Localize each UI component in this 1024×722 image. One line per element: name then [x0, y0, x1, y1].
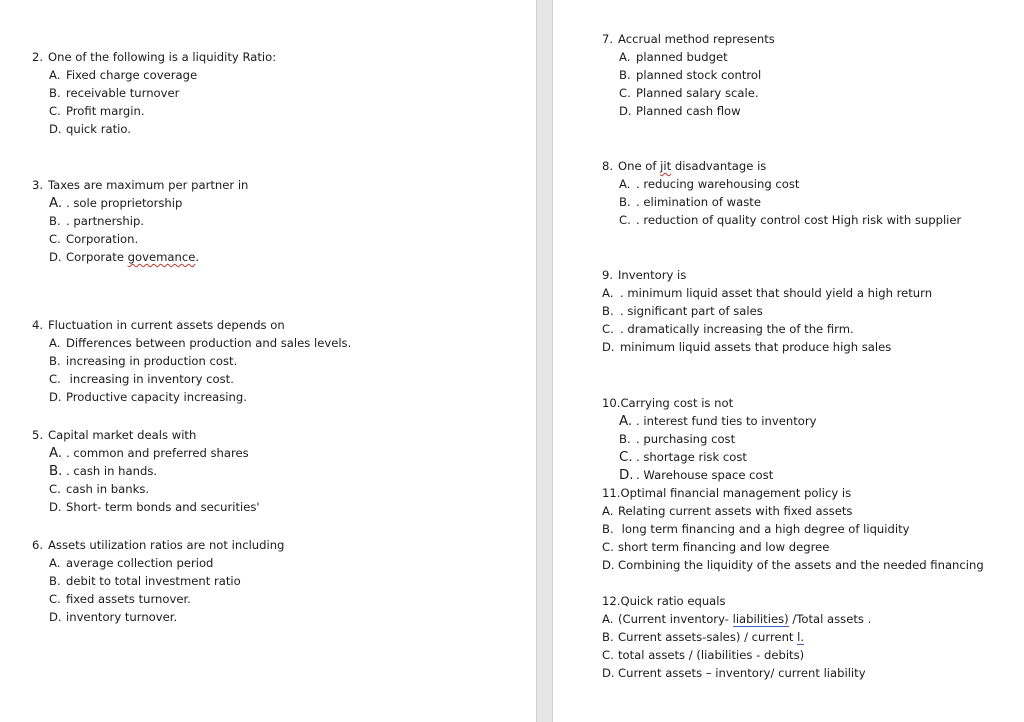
- option-text: . reducing warehousing cost: [636, 177, 800, 191]
- option-text: increasing in production cost.: [66, 354, 238, 368]
- question-text: One of: [618, 159, 661, 173]
- option-text: Short- term bonds and securities': [66, 500, 260, 514]
- option-text: Current assets-sales) / current: [618, 630, 798, 644]
- option-letter: B.: [619, 68, 631, 82]
- question-8: [602, 157, 961, 229]
- option-text: fixed assets turnover.: [66, 592, 191, 606]
- option-text: Corporation.: [66, 232, 139, 246]
- underlined-word: l.: [797, 630, 805, 644]
- option-text: . dramatically increasing the of the firm.: [620, 322, 854, 336]
- option-text: long term financing and a high degree of liquidity: [618, 522, 910, 536]
- question-text: Inventory is: [618, 268, 687, 282]
- option-text: planned stock control: [636, 68, 762, 82]
- option-text: . significant part of sales: [620, 304, 763, 318]
- question-number: 6.: [32, 538, 44, 552]
- option-text: (Current inventory-: [618, 612, 733, 626]
- question-text: Assets utilization ratios are not including: [48, 538, 285, 552]
- option-text: Combining the liquidity of the assets and the needed financing: [618, 558, 984, 572]
- option-letter: A.: [602, 504, 614, 518]
- option-letter: D.: [602, 558, 615, 572]
- option-text: quick ratio.: [66, 122, 131, 136]
- option-letter: D.: [49, 500, 62, 514]
- question-text: Fluctuation in current assets depends on: [48, 318, 285, 332]
- question-number: 12.: [602, 594, 621, 608]
- option-text: Planned cash flow: [636, 104, 741, 118]
- question-number: 4.: [32, 318, 44, 332]
- option-letter: D.: [602, 340, 615, 354]
- question-5: [32, 426, 260, 516]
- option-letter: C.: [602, 648, 614, 662]
- question-number: 8.: [602, 159, 614, 173]
- question-number: 3.: [32, 178, 44, 192]
- option-text: Fixed charge coverage: [66, 68, 198, 82]
- option-letter: A.: [49, 556, 61, 570]
- option-text: . partnership.: [66, 214, 145, 228]
- option-text: increasing in inventory cost.: [66, 372, 234, 386]
- option-text: . reduction of quality control cost High risk with supplier: [636, 213, 962, 227]
- question-3: [32, 176, 248, 266]
- question-number: 10.: [602, 396, 621, 410]
- question-6: [32, 536, 284, 626]
- option-text: minimum liquid assets that produce high sales: [620, 340, 892, 354]
- option-letter: C.: [602, 322, 614, 336]
- option-letter: A.: [49, 446, 63, 461]
- option-text: . interest fund ties to inventory: [636, 414, 817, 428]
- question-text: Optimal financial management policy is: [620, 486, 852, 500]
- option-letter: B.: [49, 214, 61, 228]
- question-text: Accrual method represents: [618, 32, 775, 46]
- question-7: [602, 30, 775, 120]
- option-text: total assets / (liabilities - debits): [618, 648, 805, 662]
- option-letter: B.: [49, 464, 63, 479]
- question-number: 5.: [32, 428, 44, 442]
- option-letter: D.: [619, 468, 634, 483]
- option-letter: D.: [49, 122, 62, 136]
- option-text: Planned salary scale.: [636, 86, 759, 100]
- option-text: . minimum liquid asset that should yield a high return: [620, 286, 933, 300]
- question-11: [602, 484, 984, 574]
- option-letter: C.: [49, 232, 61, 246]
- option-text: . Warehouse space cost: [636, 468, 774, 482]
- option-letter: A.: [49, 68, 61, 82]
- question-text: Carrying cost is not: [620, 396, 734, 410]
- question-4: [32, 316, 351, 406]
- option-text: Productive capacity increasing.: [66, 390, 247, 404]
- question-text: Taxes are maximum per partner in: [48, 178, 249, 192]
- option-text: . elimination of waste: [636, 195, 761, 209]
- option-text: Current assets – inventory/ current liability: [618, 666, 866, 680]
- option-letter: B.: [619, 195, 631, 209]
- option-letter: B.: [49, 86, 61, 100]
- spellcheck-marked-word[interactable]: govemance: [127, 250, 196, 264]
- option-text: short term financing and low degree: [618, 540, 830, 554]
- option-text: planned budget: [636, 50, 728, 64]
- question-12: [602, 592, 871, 682]
- question-text-after: disadvantage is: [671, 159, 767, 173]
- option-text: Differences between production and sales levels.: [66, 336, 352, 350]
- option-letter: C.: [619, 86, 631, 100]
- question-number: 2.: [32, 50, 44, 64]
- option-text: average collection period: [66, 556, 214, 570]
- option-text: . shortage risk cost: [636, 450, 747, 464]
- option-letter: C.: [49, 592, 61, 606]
- underlined-word: liabilities): [732, 612, 789, 626]
- question-9: [602, 266, 932, 356]
- option-text: . sole proprietorship: [66, 196, 183, 210]
- option-letter: B.: [602, 630, 614, 644]
- option-text: cash in banks.: [66, 482, 150, 496]
- option-letter: B.: [49, 574, 61, 588]
- option-letter: D.: [49, 250, 62, 264]
- option-text: Relating current assets with fixed assets: [618, 504, 853, 518]
- option-text: inventory turnover.: [66, 610, 178, 624]
- option-text: . purchasing cost: [636, 432, 736, 446]
- option-letter: A.: [619, 50, 631, 64]
- question-2: [32, 48, 276, 138]
- document-page-right: [553, 0, 1024, 722]
- question-number: 11.: [602, 486, 621, 500]
- option-text: debit to total investment ratio: [66, 574, 241, 588]
- option-letter: C.: [602, 540, 614, 554]
- option-text-after: .: [195, 250, 200, 264]
- option-letter: B.: [49, 354, 61, 368]
- option-letter: A.: [49, 196, 63, 211]
- option-letter: C.: [619, 450, 633, 465]
- option-letter: C.: [49, 104, 61, 118]
- spellcheck-marked-word[interactable]: jit: [660, 159, 672, 173]
- option-letter: A.: [49, 336, 61, 350]
- question-number: 9.: [602, 268, 614, 282]
- option-text: . common and preferred shares: [66, 446, 249, 460]
- question-text: Capital market deals with: [48, 428, 197, 442]
- option-letter: A.: [602, 286, 614, 300]
- page-gutter: [536, 0, 553, 722]
- option-text: receivable turnover: [66, 86, 180, 100]
- option-letter: A.: [619, 177, 631, 191]
- option-letter: D.: [49, 390, 62, 404]
- option-text: Profit margin.: [66, 104, 145, 118]
- option-letter: D.: [602, 666, 615, 680]
- question-text: Quick ratio equals: [620, 594, 726, 608]
- option-text: . cash in hands.: [66, 464, 158, 478]
- option-letter: A.: [619, 414, 633, 429]
- question-number: 7.: [602, 32, 614, 46]
- option-letter: B.: [602, 522, 614, 536]
- option-text-after: /Total assets .: [788, 612, 872, 626]
- option-letter: C.: [49, 482, 61, 496]
- option-letter: D.: [49, 610, 62, 624]
- question-text: One of the following is a liquidity Ratio:: [48, 50, 277, 64]
- option-letter: B.: [602, 304, 614, 318]
- option-letter: B.: [619, 432, 631, 446]
- option-letter: C.: [49, 372, 61, 386]
- option-text: Corporate: [66, 250, 128, 264]
- option-letter: C.: [619, 213, 631, 227]
- option-letter: A.: [602, 612, 614, 626]
- option-letter: D.: [619, 104, 632, 118]
- question-10: [602, 394, 816, 484]
